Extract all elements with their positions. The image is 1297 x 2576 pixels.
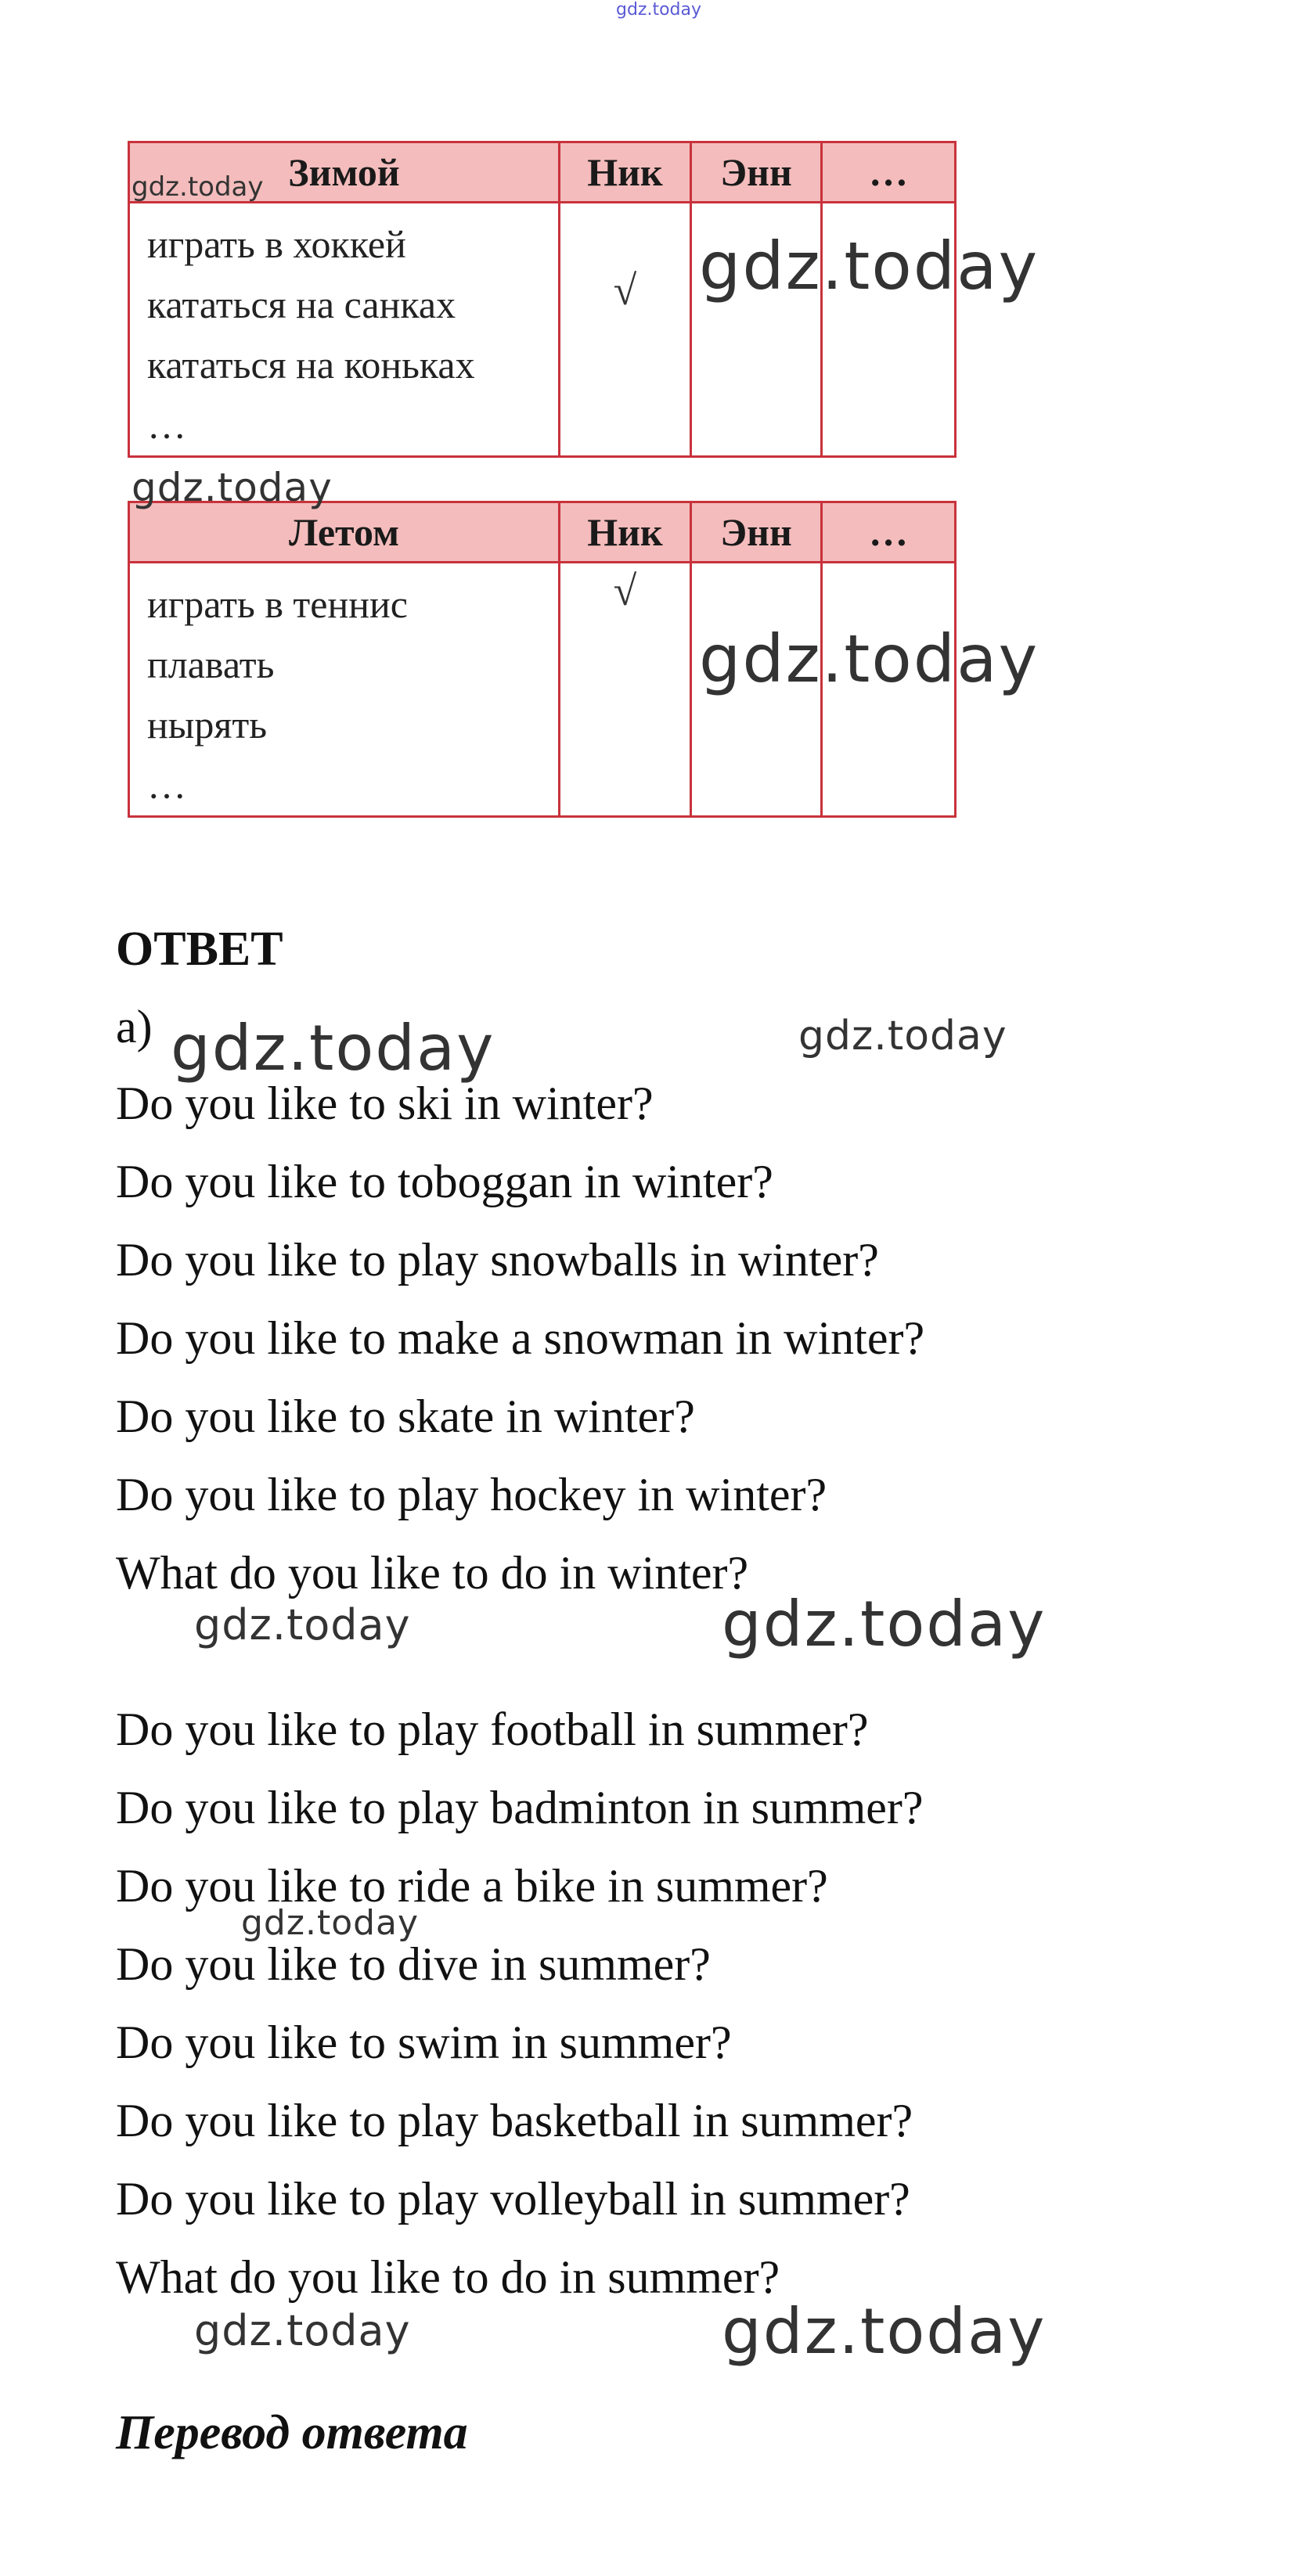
- winter-header-nick: Ник: [560, 142, 691, 203]
- summer-nick-cell: [560, 563, 691, 817]
- winter-header-more: …: [822, 142, 956, 203]
- summer-header-nick: Ник: [560, 502, 691, 563]
- summer-question: Do you like to ride a bike in summer?: [116, 1860, 828, 1912]
- summer-header-season: Летом: [129, 502, 560, 563]
- summer-question: Do you like to play volleyball in summer?: [116, 2173, 910, 2225]
- winter-activity: играть в хоккей: [147, 222, 406, 266]
- winter-header-season: Зимой: [129, 142, 560, 203]
- summer-question: What do you like to do in summer?: [116, 2251, 780, 2303]
- winter-activities-cell: [129, 203, 560, 457]
- watermark: gdz.today: [722, 1588, 1047, 1660]
- watermark: gdz.today: [699, 621, 1039, 697]
- winter-question: Do you like to play snowballs in winter?: [116, 1234, 879, 1286]
- winter-activity: …: [147, 403, 186, 447]
- winter-question: Do you like to play hockey in winter?: [116, 1469, 827, 1520]
- watermark: gdz.today: [171, 1012, 495, 1085]
- summer-question: Do you like to dive in summer?: [116, 1938, 711, 1990]
- winter-check-mark: √: [613, 267, 637, 314]
- summer-question: Do you like to swim in summer?: [116, 2017, 732, 2068]
- watermark: gdz.today: [241, 1903, 420, 1943]
- summer-question: Do you like to play basketball in summer?: [116, 2095, 913, 2146]
- summer-question: Do you like to play football in summer?: [116, 1704, 869, 1755]
- winter-nick-cell: [560, 203, 691, 457]
- winter-activity: кататься на санках: [147, 282, 456, 326]
- watermark: gdz.today: [798, 1013, 1007, 1060]
- winter-question: What do you like to do in winter?: [116, 1547, 749, 1599]
- watermark: gdz.today: [194, 1600, 411, 1650]
- part-label-a: a): [116, 1001, 153, 1052]
- summer-activity: плавать: [147, 642, 275, 686]
- watermark: gdz.today: [132, 465, 333, 510]
- watermark: gdz.today: [194, 2306, 411, 2355]
- watermark: gdz.today: [699, 228, 1039, 304]
- winter-question: Do you like to make a snowman in winter?: [116, 1312, 925, 1364]
- winter-question: Do you like to skate in winter?: [116, 1391, 695, 1442]
- watermark-top: gdz.today: [616, 0, 702, 20]
- summer-activities-cell: [129, 563, 560, 817]
- summer-activity: …: [147, 763, 186, 807]
- summer-activity: нырять: [147, 703, 268, 747]
- watermark: gdz.today: [132, 171, 264, 203]
- summer-table-header: [129, 502, 956, 563]
- winter-header-ann: Энн: [691, 142, 822, 203]
- winter-question: Do you like to toboggan in winter?: [116, 1156, 773, 1207]
- answer-heading: ОТВЕТ: [116, 923, 283, 976]
- watermark: gdz.today: [722, 2295, 1047, 2368]
- winter-question: Do you like to ski in winter?: [116, 1078, 654, 1129]
- summer-header-more: …: [822, 502, 956, 563]
- summer-question: Do you like to play badminton in summer?: [116, 1782, 924, 1833]
- summer-header-ann: Энн: [691, 502, 822, 563]
- translation-heading: Перевод ответа: [116, 2406, 468, 2459]
- winter-activity: кататься на коньках: [147, 343, 475, 387]
- summer-activity: играть в теннис: [147, 582, 408, 626]
- summer-check-mark: √: [613, 567, 637, 614]
